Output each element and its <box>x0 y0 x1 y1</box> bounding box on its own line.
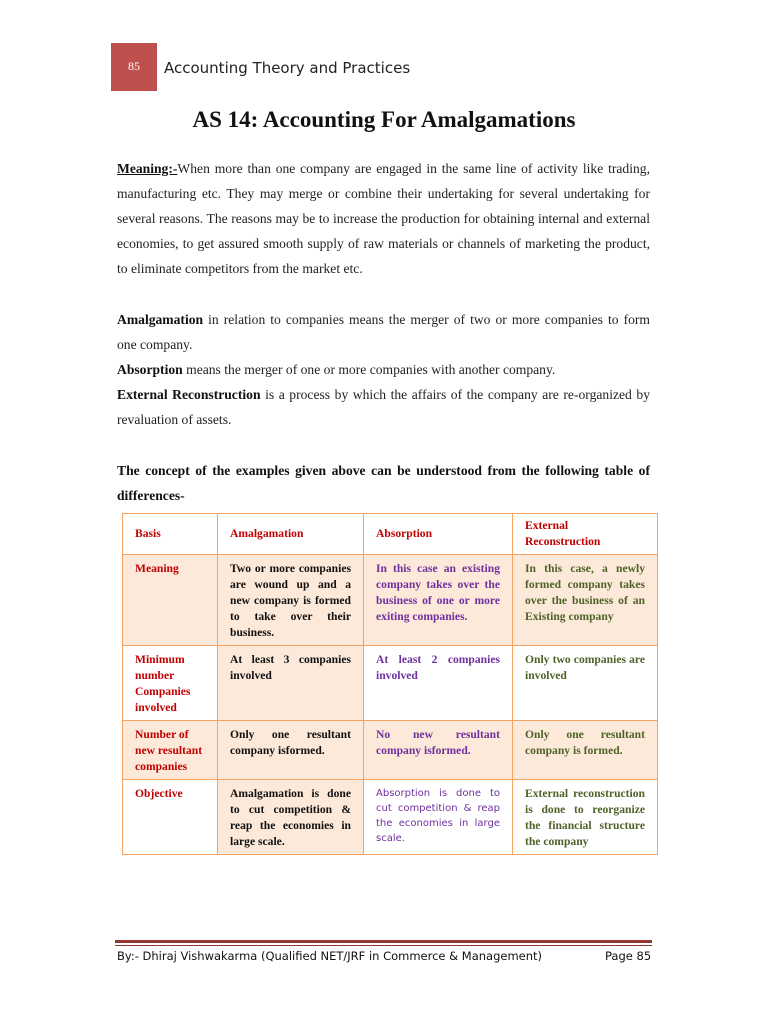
external-reconstruction-definition <box>117 382 650 432</box>
absorption-definition <box>117 357 650 382</box>
absorption-text: means the merger of one or more companies with another company. <box>182 362 556 377</box>
external-reconstruction-cell: In this case, a newly formed company takes over the business of an Existing company <box>513 555 658 646</box>
amalgamation-term: Amalgamation <box>117 312 204 327</box>
amalgamation-cell: At least 3 companies involved <box>218 646 364 721</box>
amalgamation-text: in relation to companies means the merger of two or more companies to form one company. <box>117 312 650 352</box>
table-row <box>123 555 658 646</box>
differences-table <box>122 513 658 855</box>
external-reconstruction-cell: Only one resultant company is formed. <box>513 721 658 780</box>
table-header-row <box>123 514 658 555</box>
amalgamation-definition <box>117 307 650 357</box>
book-title: Accounting Theory and Practices <box>164 59 411 77</box>
absorption-term: Absorption <box>117 362 183 377</box>
amalgamation-cell: Amalgamation is done to cut competition & reap the economies in large scale. <box>218 780 364 855</box>
page-number: 85 <box>128 58 140 73</box>
external-reconstruction-cell: External reconstruction is done to reorganize the financial structure the company <box>513 780 658 855</box>
row-basis-cell: Number of new resultant companies <box>123 721 218 780</box>
row-basis-cell: Objective <box>123 780 218 855</box>
table-row <box>123 780 658 855</box>
absorption-cell: Absorption is done to cut competition & reap the economies in large scale. <box>364 780 513 855</box>
page-title: AS 14: Accounting For Amalgamations <box>192 107 576 132</box>
table-row <box>123 646 658 721</box>
amalgamation-cell: Two or more companies are wound up and a new company is formed to take over their business. <box>218 555 364 646</box>
absorption-cell: In this case an existing company takes over the business of one or more exiting companies. <box>364 555 513 646</box>
amalgamation-cell: Only one resultant company isformed. <box>218 721 364 780</box>
table-intro: The concept of the examples given above can be understood from the following table of differences- <box>117 463 650 503</box>
header-external-reconstruction: External Reconstruction <box>513 514 658 555</box>
row-basis-cell: Meaning <box>123 555 218 646</box>
row-basis-cell: Minimum number Companies involved <box>123 646 218 721</box>
external-reconstruction-term: External Reconstruction <box>117 387 261 402</box>
meaning-paragraph <box>117 156 650 281</box>
meaning-label: Meaning:- <box>117 161 178 176</box>
absorption-cell: At least 2 companies involved <box>364 646 513 721</box>
page-number-tab <box>111 43 157 91</box>
header-amalgamation: Amalgamation <box>218 514 364 555</box>
table-row <box>123 721 658 780</box>
absorption-cell: No new resultant company isformed. <box>364 721 513 780</box>
footer-page-label: Page 85 <box>605 949 652 963</box>
footer-rule <box>115 940 652 946</box>
external-reconstruction-text: is a process by which the affairs of the company are re-organized by revaluation of assets. <box>117 387 650 427</box>
header-absorption: Absorption <box>364 514 513 555</box>
external-reconstruction-cell: Only two companies are involved <box>513 646 658 721</box>
footer-author: By:- Dhiraj Vishwakarma (Qualified NET/JRF in Commerce & Management) <box>117 949 543 963</box>
header-basis: Basis <box>123 514 218 555</box>
meaning-text: When more than one company are engaged in the same line of activity like trading, manufacturing etc. They may merge or combine their undertaking for several undertaking for several reasons. The reasons may be to increase the production for obtaining internal and external economies, to get assured smooth supply of raw materials or channels of marketing the product, to eliminate competitors from the market etc. <box>117 161 650 276</box>
